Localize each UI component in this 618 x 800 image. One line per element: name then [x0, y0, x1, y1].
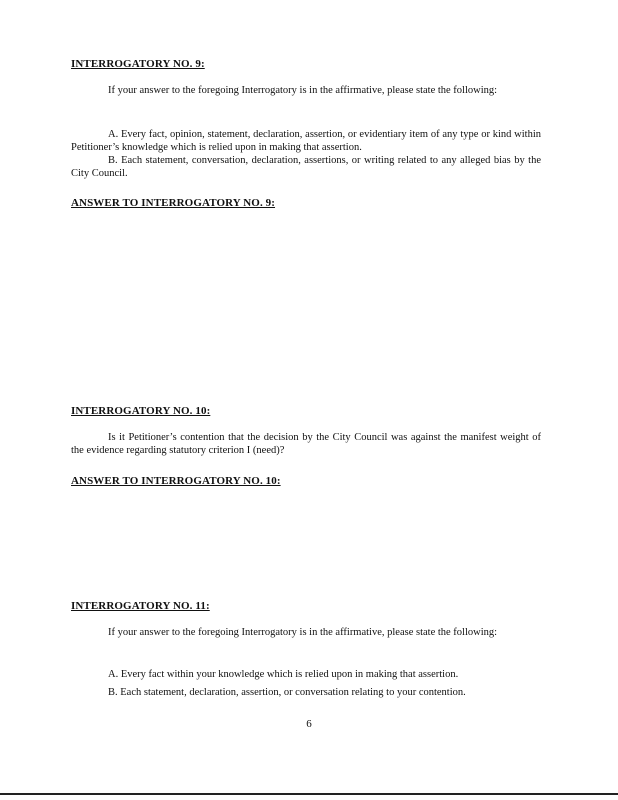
interrogatory-10-question: Is it Petitioner’s contention that the decision by the City Council was against the manifest weight of the evidence regarding statutory criterion I (need)? — [71, 432, 541, 456]
interrogatory-10-heading: INTERROGATORY NO. 10: — [71, 405, 211, 417]
page-number: 6 — [306, 718, 312, 730]
scan-edge-divider — [0, 793, 618, 795]
interrogatory-11-intro: If your answer to the foregoing Interrogatory is in the affirmative, please state the following: — [108, 627, 498, 638]
interrogatory-9-heading: INTERROGATORY NO. 9: — [71, 58, 205, 70]
interrogatory-11-heading: INTERROGATORY NO. 11: — [71, 600, 210, 612]
interrogatory-9-intro: If your answer to the foregoing Interrogatory is in the affirmative, please state the following: — [108, 85, 498, 96]
interrogatory-9-item-a: A. Every fact, opinion, statement, declaration, assertion, or evidentiary item of any type or kind within Petitioner’s knowledge which is relied upon in making that assertion. — [71, 129, 541, 153]
interrogatory-11-item-a: A. Every fact within your knowledge which is relied upon in making that assertion. — [108, 669, 459, 680]
interrogatory-9-item-b: B. Each statement, conversation, declaration, assertions, or writing related to any alleged bias by the City Council. — [71, 155, 541, 179]
answer-9-heading: ANSWER TO INTERROGATORY NO. 9: — [71, 197, 276, 209]
interrogatory-11-item-b: B. Each statement, declaration, assertion, or conversation relating to your contention. — [108, 687, 466, 698]
answer-10-heading: ANSWER TO INTERROGATORY NO. 10: — [71, 475, 281, 487]
